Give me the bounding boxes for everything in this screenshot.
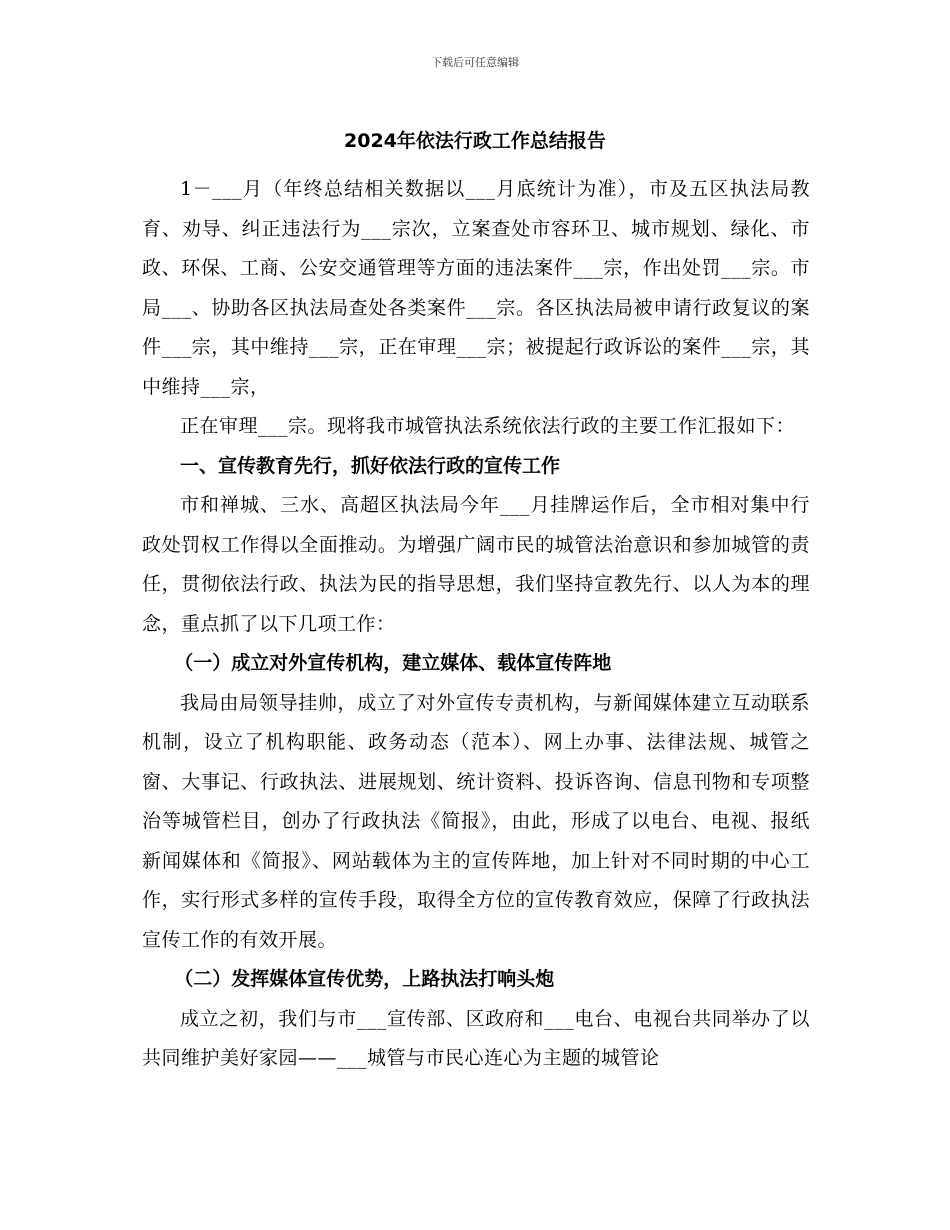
section-heading-1: 一、宣传教育先行，抓好依法行政的宣传工作 — [180, 454, 561, 477]
page-header-note: 下载后可任意编辑 — [431, 56, 519, 69]
paragraph-section-1-intro: 市和禅城、三水、高超区执法局今年___月挂牌运作后，全市相对集中行政处罚权工作得以全面推动。为增强广阔市民的城管法治意识和参加城管的责任，贯彻依法行政、执法为民的指导思想，我们坚持宣教先行、以人为本的理念，重点抓了以下几项工作： — [142, 494, 810, 635]
subsection-heading-1: （一）成立对外宣传机构，建立媒体、载体宣传阵地 — [174, 652, 612, 674]
subsection-heading-2: （二）发挥媒体宣传优势，上路执法打响头炮 — [174, 968, 555, 990]
paragraph-statistics: 1－___月（年终总结相关数据以___月底统计为准），市及五区执法局教育、劝导、纠正违法行为___宗次，立案查处市容环卫、城市规划、绿化、市政、环保、工商、公安交通管理等方面的违法案件___宗，作出处罚___宗。市局___、协助各区执法局查处各类案件___宗。各区执法局被申请行政复议的案件___宗，其中维持___宗，正在审理___宗；被提起行政诉讼的案件___宗，其中维持___宗， — [142, 178, 810, 398]
paragraph-subsection-1: 我局由局领导挂帅，成立了对外宣传专责机构，与新闻媒体建立互动联系机制，设立了机构职能、政务动态（范本）、网上办事、法律法规、城管之窗、大事记、行政执法、进展规划、统计资料、投诉咨询、信息刊物和专项整治等城管栏目，创办了行政执法《简报》，由此，形成了以电台、电视、报纸新闻媒体和《简报》、网站载体为主的宣传阵地，加上针对不同时期的中心工作，实行形式多样的宣传手段，取得全方位的宣传教育效应，保障了行政执法宣传工作的有效开展。 — [142, 691, 810, 951]
document-body — [142, 170, 810, 1079]
document-title: 2024年依法行政工作总结报告 — [344, 130, 606, 152]
paragraph-subsection-2: 成立之初，我们与市___宣传部、区政府和___电台、电视台共同举办了以共同维护美好家园——___城管与市民心连心为主题的城管论 — [142, 1007, 810, 1069]
paragraph-report-intro: 正在审理___宗。现将我市城管执法系统依法行政的主要工作汇报如下： — [180, 415, 796, 437]
